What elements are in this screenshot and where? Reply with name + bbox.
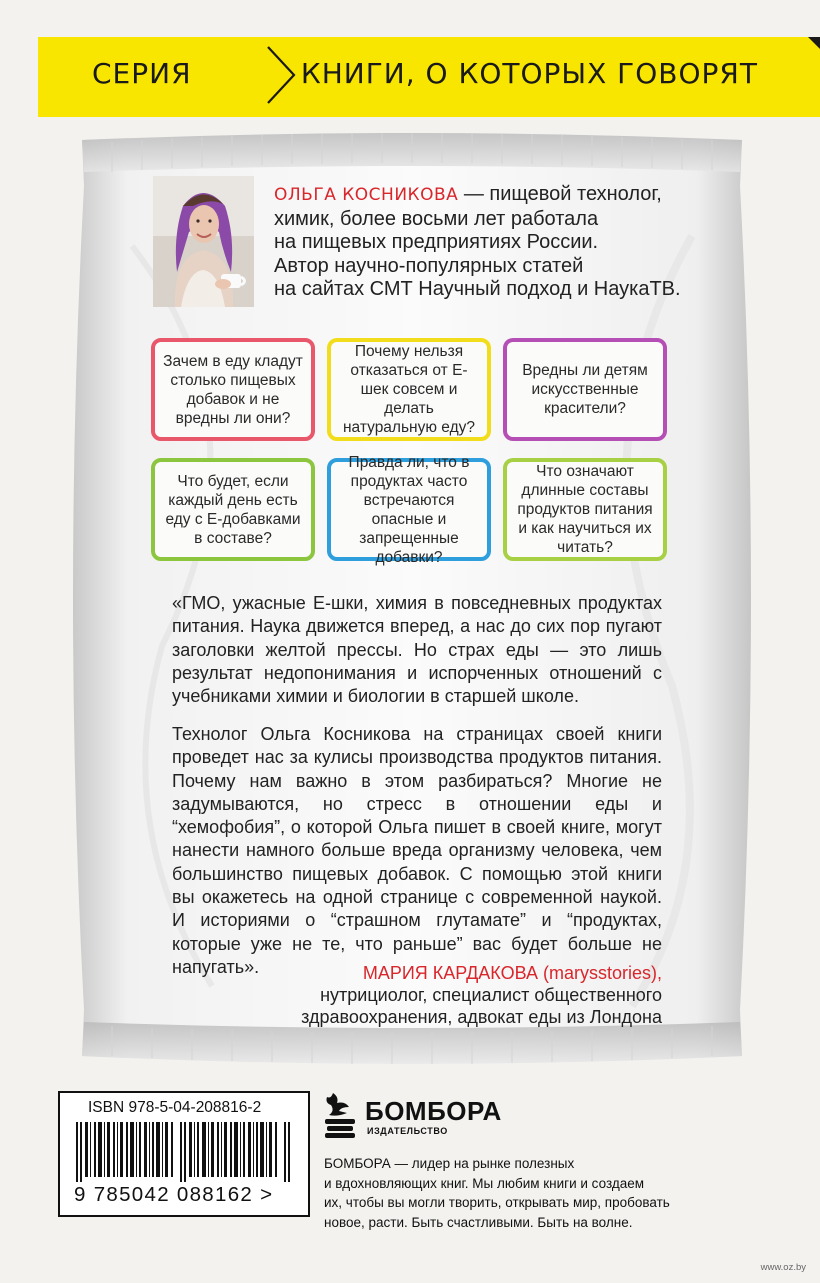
isbn-barcode-box: [58, 1091, 310, 1217]
quote-author-role: нутрициолог, специалист общественного: [320, 985, 662, 1005]
series-banner: [38, 37, 820, 117]
publisher-description-line: и вдохновляющих книг. Мы любим книги и создаем: [324, 1175, 645, 1191]
question-box: Что означают длинные составы продуктов питания и как научиться их читать?: [503, 458, 667, 561]
corner-decoration: [808, 37, 820, 51]
quote-author-name: МАРИЯ КАРДАКОВА (marysstories),: [362, 963, 662, 983]
question-box: Зачем в еду кладут столько пищевых добавок и не вредны ли они?: [151, 338, 315, 441]
quote-signature: [220, 962, 662, 1028]
question-box: Почему нельзя отказаться от Е-шек совсем и делать натуральную еду?: [327, 338, 491, 441]
author-bio-line: на пищевых предприятиях России.: [274, 231, 599, 254]
watermark: www.oz.by: [760, 1262, 806, 1273]
author-bio-line: — пищевой технолог,: [458, 183, 662, 205]
series-label: СЕРИЯ: [92, 57, 192, 90]
author-bio-line: на сайтах СМТ Научный подход и НаукаТВ.: [274, 278, 681, 301]
publisher-description-line: их, чтобы вы могли творить, открывать мир, пробовать: [324, 1195, 670, 1210]
series-title: КНИГИ, О КОТОРЫХ ГОВОРЯТ: [300, 57, 758, 90]
isbn-label: ISBN 978-5-04-208816-2: [88, 1099, 262, 1116]
author-bio: [274, 183, 694, 302]
author-name: ОЛЬГА КОСНИКОВА: [274, 185, 459, 205]
quote-paragraph: «ГМО, ужасные Е-шки, химия в повседневных продуктах питания. Наука движется вперед, а нас до сих пор пугают заголовки желтой прессы. Но страх еды — это лишь результат недопонимания и испорченных отношений с учебниками химии и биологии в старшей школе.: [172, 593, 662, 707]
barcode-digits: 9 785042 088162 >: [74, 1183, 274, 1206]
quote-paragraph: Технолог Ольга Косникова на страницах своей книги проведет нас за кулисы производства продуктов питания. Почему нам важно в этом разбираться? Многие не задумываются, но стресс в отношении еды и “хемофобия”, о которой Ольга пишет в своей книге, могут нанести намного больше вреда организму человека, чем большинство пищевых добавок. С помощью этой книги вы окажетесь на одной странице с современной наукой. И историями о “страшном глутамате” и “продуктах, которые уже не те, что раньше” вас будет больше не напугать».: [172, 724, 662, 977]
author-bio-line: химик, более восьми лет работала: [274, 207, 599, 230]
publisher-description-line: новое, расти. Быть счастливыми. Быть на волне.: [324, 1214, 633, 1230]
chevron-right-icon: [260, 43, 300, 107]
publisher-description-line: БОМБОРА — лидер на рынке полезных: [324, 1156, 575, 1171]
publisher-subtitle: ИЗДАТЕЛЬСТВО: [367, 1126, 448, 1136]
question-box: Что будет, если каждый день есть еду с Е-добавками в составе?: [151, 458, 315, 561]
author-photo: [153, 176, 254, 307]
quote-author-role: здравоохранения, адвокат еды из Лондона: [301, 1007, 662, 1027]
publisher-description: [324, 1154, 764, 1232]
barcode-icon: [76, 1122, 294, 1182]
question-box: Правда ли, что в продуктах часто встречаются опасные и запрещенные добавки?: [327, 458, 491, 561]
publisher-logo-icon: [323, 1091, 357, 1143]
author-bio-line: Автор научно-популярных статей: [274, 254, 584, 277]
publisher-name: БОМБОРА: [365, 1096, 502, 1126]
question-box: Вредны ли детям искусственные красители?: [503, 338, 667, 441]
